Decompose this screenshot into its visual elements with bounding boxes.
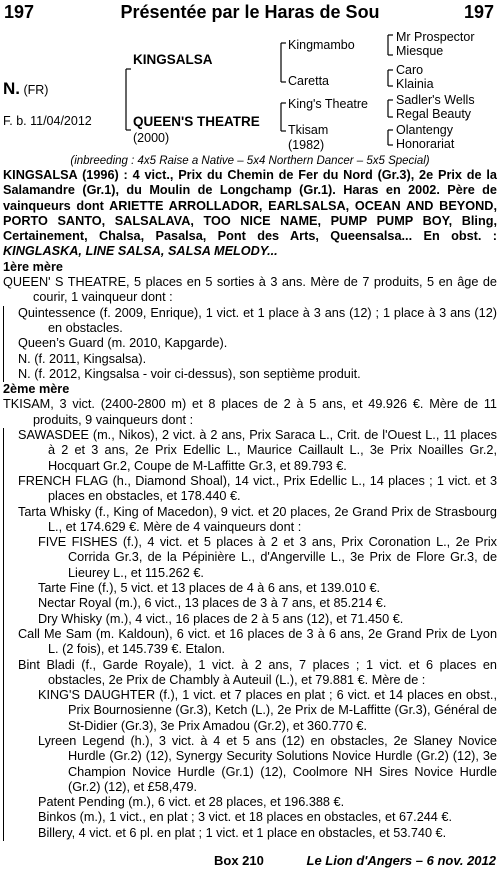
horse-birth: F. b. 11/04/2012 bbox=[3, 114, 92, 128]
ggs-7: Olantengy bbox=[396, 123, 453, 137]
produce-billery: Billery, 4 vict. et 6 pl. en plat ; 1 vict. et 1 place en obstacles, et 53.740 €. bbox=[38, 825, 447, 840]
first-dam-intro: QUEEN' S THEATRE, 5 places en 5 sorties à 3 ans. Mère de 7 produits, 5 en âge de courir, 1 vainqueur dont : bbox=[3, 275, 497, 305]
second-dam-intro: TKISAM, 3 vict. (2400-2800 m) et 8 places de 2 à 5 ans, et 49.926 €. Mère de 11 produits, 9 vainqueurs dont : bbox=[3, 397, 497, 427]
lot-number-right: 197 bbox=[463, 2, 494, 22]
produce-sawasdee: SAWASDEE (m., Nikos), 2 vict. à 2 ans, Prix Saraca L., Crit. de l'Ouest L., 11 places à 2 et 3 ans, 2e Prix Edellic L., Maurice Caillault L., 3e Prix Noailles Gr.2, Hocquart Gr.2, Coupe de M-Laffitte Gr.3, et 89.793 €. bbox=[18, 428, 497, 473]
produce-french-flag: FRENCH FLAG (h., Diamond Shoal), 14 vict., Prix Edellic L., 14 places ; 1 vict. et 3 places en obstacles, et 178.440 €. bbox=[18, 473, 497, 504]
ggs-4: Klainia bbox=[396, 77, 434, 91]
produce-five-fishes: FIVE FISHES (f.), 4 vict. et 5 places à 2 et 3 ans, Prix Coronation L., 2e Prix Corrida Gr.3, de la Pépinière L., d'Angerville L., 3e Prix de Flore Gr.3, de Lieurey L., et 115.262 €. bbox=[38, 535, 497, 580]
bint-bladi-produce bbox=[4, 688, 497, 841]
horse-name: N. bbox=[3, 79, 20, 98]
ggs-5: Sadler's Wells bbox=[396, 93, 475, 107]
produce-lyreen-legend: Lyreen Legend (h.), 3 vict. à 4 et 5 ans (12) en obstacles, 2e Slaney Novice Hurdle (Gr.2) (12), Synergy Security Solutions Novice Hurdle (Gr.2) (12), 3e Champion Novice Hurdle (Gr.1) (12), Coolmore NH Sires Novice Hurdle (Gr.2) (12), et £58,479. bbox=[38, 733, 497, 794]
page-footer bbox=[0, 853, 500, 869]
produce-patent-pending: Patent Pending (m.), 6 vict. et 28 places, et 196.388 €. bbox=[38, 795, 345, 810]
ggs-2: Miesque bbox=[396, 44, 444, 58]
dam-year: (2000) bbox=[133, 131, 170, 145]
catalogue-body bbox=[3, 168, 497, 841]
page-title: Présentée par le Haras de Sou bbox=[120, 2, 380, 22]
first-dam-produce bbox=[3, 306, 497, 382]
grandsire-3: King's Theatre bbox=[288, 97, 368, 111]
produce-tarta-whisky: Tarta Whisky (f., King of Macedon), 9 vict. et 20 places, 2e Grand Prix de Strasbourg L., et 174.629 €. Mère de 4 vainqueurs dont : bbox=[18, 504, 497, 534]
horse-name-row bbox=[3, 79, 49, 98]
produce-call-me-sam: Call Me Sam (m. Kaldoun), 6 vict. et 16 places de 3 à 6 ans, 2e Grand Prix de Lyon L. (2 fois), et 145.739 €. Etalon. bbox=[18, 626, 497, 657]
grandsire-2: Caretta bbox=[288, 74, 329, 88]
sale-venue-date: Le Lion d'Angers – 6 nov. 2012 bbox=[306, 853, 496, 868]
produce-dry-whisky: Dry Whisky (m.), 4 vict., 16 places de 2 à 5 ans (12), et 71.450 €. bbox=[38, 611, 404, 626]
lot-number-left: 197 bbox=[4, 2, 35, 22]
first-dam-heading: 1ère mère bbox=[3, 259, 63, 274]
inbreeding-note: (inbreeding : 4x5 Raise a Native – 5x4 Northern Dancer – 5x5 Special) bbox=[70, 155, 430, 167]
produce-binkos: Binkos (m.), 1 vict., en plat ; 3 vict. et 18 places en obstacles, et 67.244 €. bbox=[38, 810, 452, 825]
second-dam-heading: 2ème mère bbox=[3, 382, 70, 397]
produce-2011: N. (f. 2011, Kingsalsa). bbox=[18, 351, 147, 366]
box-number: Box 210 bbox=[214, 853, 264, 868]
page-header bbox=[0, 0, 500, 26]
ggs-8: Honorariat bbox=[396, 137, 455, 151]
sire-jump-winners: KINGLASKA, LINE SALSA, SALSA MELODY... bbox=[3, 244, 278, 259]
sire-text: KINGSALSA (1996) : 4 vict., Prix du Chemin de Fer du Nord (Gr.3), 2e Prix de la Salamandre (Gr.1), du Moulin de Longchamp (Gr.1). Haras en 2002. Père de vainqueurs dont ARIETTE ARROLLADOR, EARLSALSA, OCEAN AND BEYOND, PORTO SANTO, SALSALAVA, TOO NICE NAME, PUMP PUMP BOY, Bling, Certainement, Chalsa, Pasalsa, Pont des Arts, Queensalsa... En obst. : bbox=[3, 168, 497, 244]
ggs-6: Regal Beauty bbox=[396, 107, 472, 121]
grandsire-4-year: (1982) bbox=[288, 138, 325, 152]
grandsire-4: Tkisam bbox=[288, 123, 329, 137]
second-dam-produce bbox=[3, 428, 497, 841]
produce-2012: N. (f. 2012, Kingsalsa - voir ci-dessus), son septième produit. bbox=[18, 366, 361, 381]
ggs-3: Caro bbox=[396, 63, 424, 77]
ggs-1: Mr Prospector bbox=[396, 30, 475, 44]
dam-name: QUEEN'S THEATRE bbox=[133, 114, 260, 129]
produce-bint-bladi: Bint Bladi (f., Garde Royale), 1 vict. à 2 ans, 7 places ; 1 vict. et 6 places en obstacles, 2e Prix de Chambly à Auteuil (L.), et 79.881 €. Mère de : bbox=[18, 657, 497, 687]
grandsire-1: Kingmambo bbox=[288, 38, 355, 52]
produce-kings-daughter: KING'S DAUGHTER (f.), 1 vict. et 7 places en plat ; 6 vict. et 14 places en obst., Prix Bournosienne (Gr.3), Ketch (L.), 2e Prix de M-Laffitte (Gr.3), Général de St-Didier (Gr.3), 3e Prix Amadou (Gr.2), et 360.770 €. bbox=[38, 688, 497, 733]
produce-nectar-royal: Nectar Royal (m.), 6 vict., 13 places de 3 à 7 ans, et 85.214 €. bbox=[38, 596, 387, 611]
sire-paragraph bbox=[3, 168, 497, 260]
sire-name: KINGSALSA bbox=[133, 52, 213, 67]
produce-queens-guard: Queen’s Guard (m. 2010, Kapgarde). bbox=[18, 336, 228, 351]
pedigree-table bbox=[0, 26, 500, 156]
horse-origin: (FR) bbox=[23, 83, 49, 97]
produce-tarte-fine: Tarte Fine (f.), 5 vict. et 13 places de 4 à 6 ans, et 139.010 €. bbox=[38, 581, 381, 596]
produce-quintessence: Quintessence (f. 2009, Enrique), 1 vict. et 1 place à 3 ans (12) ; 1 place à 3 ans (12) en obstacles. bbox=[18, 305, 497, 335]
tarta-whisky-produce bbox=[4, 535, 497, 627]
